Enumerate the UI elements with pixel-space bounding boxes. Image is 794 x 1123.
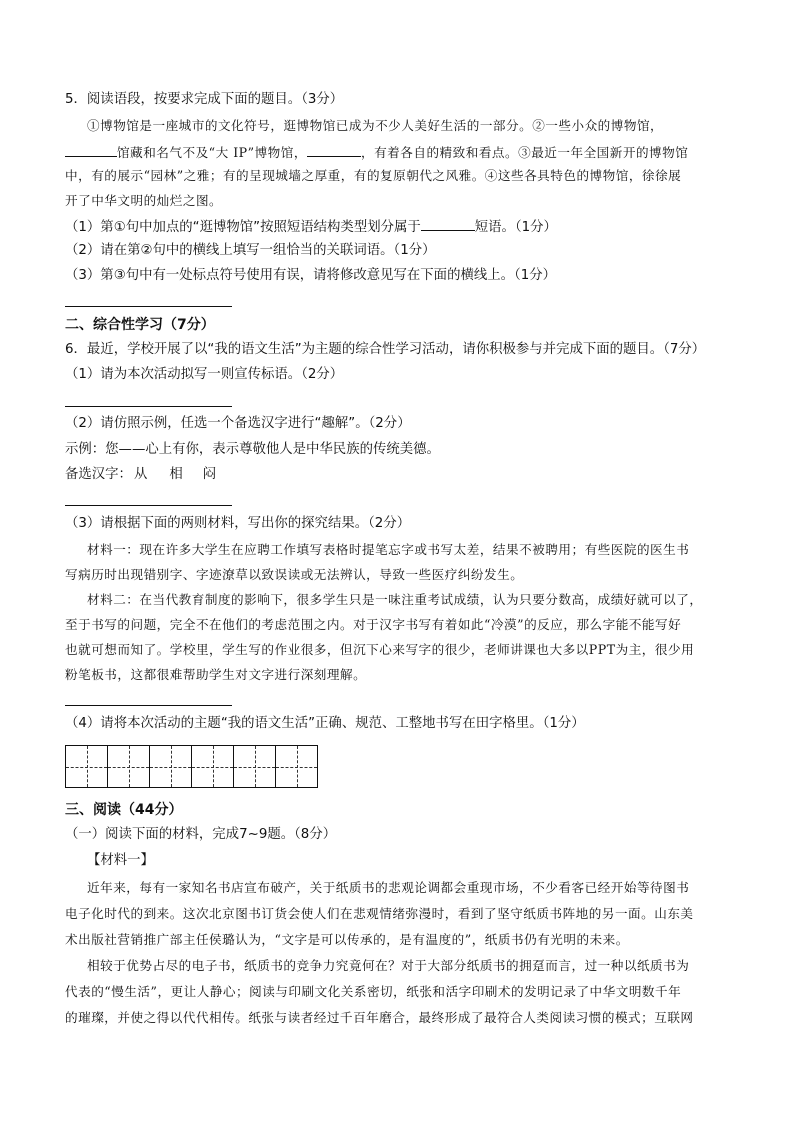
q5-sub1-tail: 短语。（1分） — [474, 220, 557, 235]
q6-sub1: （1）请为本次活动拟写一则宣传标语。（2分） — [65, 367, 344, 382]
answer-line[interactable] — [65, 705, 232, 706]
option-char: 从 — [133, 467, 148, 482]
material2-line3: 也就可想而知了。学校里，学生写的作业很多，但沉下心来写字的很少，老师讲课也大多以PPT为主，很少用 — [65, 642, 695, 657]
q5-stem: 5．阅读语段，按要求完成下面的题目。（3分） — [65, 92, 344, 107]
answer-blank[interactable] — [421, 217, 475, 231]
article-p1-line3: 术出版社营销推广部主任侯璐认为，“文字是可以传承的，是有温度的”，纸质书仍有光明的未来。 — [65, 932, 629, 947]
q6-sub3: （3）请根据下面的两则材料，写出你的探究结果。（2分） — [65, 516, 411, 531]
q5-sub3: （3）第③句中有一处标点符号使用有误，请将修改意见写在下面的横线上。（1分） — [65, 268, 557, 283]
grid-cell[interactable] — [191, 745, 234, 788]
answer-line[interactable] — [65, 505, 232, 506]
section3-heading: 三、阅读（44分） — [65, 802, 183, 818]
q5-passage-line2b: ，有着各自的精致和看点。③最近一年全国新开的博物馆 — [360, 145, 689, 160]
grid-cell[interactable] — [233, 745, 276, 788]
q6-sub2: （2）请仿照示例，任选一个备选汉字进行“趣解”。（2分） — [65, 416, 411, 431]
article-p1-line1: 近年来，每有一家知名书店宣布破产，关于纸质书的悲观论调都会重现市场，不少看客已经开始等待图书 — [87, 880, 690, 895]
material2-line1: 材料二：在当代教育制度的影响下，很多学生只是一味注重考试成绩，认为只要分数高，成绩好就可以了， — [87, 592, 703, 607]
q5-sub1 — [65, 217, 557, 237]
q6-options — [65, 466, 216, 484]
material2-line2: 至于书写的问题，完全不在他们的考虑范围之内。对于汉字书写有着如此“冷漠”的反应，那么字能不能写好 — [65, 617, 682, 632]
grid-cell[interactable] — [65, 745, 108, 788]
q5-sub2: （2）请在第②句中的横线上填写一组恰当的关联词语。（1分） — [65, 243, 436, 258]
grid-cell[interactable] — [149, 745, 192, 788]
q5-passage-line3: 中，有的展示“园林”之雅；有的呈现城墙之厚重，有的复原朝代之风雅。④这些各具特色的博物馆，徐徐展 — [65, 168, 682, 183]
q5-passage-line2a: 馆藏和名气不及“大 IP”博物馆， — [117, 145, 307, 160]
q5-sub1-text: （1）第①句中加点的“逛博物馆”按照短语结构类型划分属于 — [65, 220, 421, 235]
material2-line4: 粉笔板书，这都很难帮助学生对文字进行深刻理解。 — [65, 667, 367, 682]
option-char: 相 — [169, 467, 183, 482]
tianzige-grid[interactable] — [65, 745, 317, 788]
answer-blank[interactable] — [307, 143, 361, 157]
grid-cell[interactable] — [107, 745, 150, 788]
material1-line2: 写病历时出现错别字、字迹潦草以致误读或无法辨认，导致一些医疗纠纷发生。 — [65, 567, 524, 582]
q6-example: 示例：您——心上有你，表示尊敬他人是中华民族的传统美德。 — [65, 442, 440, 457]
article-p2-line1: 相较于优势占尽的电子书，纸质书的竞争力究竟何在？对于大部分纸质书的拥趸而言，过一种以纸质书为 — [87, 958, 690, 973]
grid-cell[interactable] — [275, 745, 318, 788]
q5-passage-line2 — [65, 143, 688, 162]
material-title: 【材料一】 — [87, 853, 154, 868]
options-label: 备选汉字： — [65, 467, 132, 482]
article-p2-line3: 的璀璨，并使之得以代代相传。纸张与读者经过千百年磨合，最终形成了最符合人类阅读习惯的模式；互联网 — [65, 1010, 694, 1025]
q5-passage-line1: ①博物馆是一座城市的文化符号，逛博物馆已成为不少人美好生活的一部分。②一些小众的博物馆， — [87, 118, 664, 133]
article-p2-line2: 代表的“慢生活”，更让人静心；阅读与印刷文化关系密切，纸张和活字印刷术的发明记录了中华文明数千年 — [65, 984, 682, 999]
answer-line[interactable] — [65, 306, 232, 307]
reading-part1: （一）阅读下面的材料，完成7~9题。（8分） — [65, 827, 337, 842]
q5-passage-line4: 开了中华文明的灿烂之图。 — [65, 193, 223, 208]
answer-line[interactable] — [65, 406, 232, 407]
answer-blank[interactable] — [65, 143, 117, 157]
option-char: 闷 — [202, 467, 217, 482]
q6-sub4: （4）请将本次活动的主题“我的语文生活”正确、规范、工整地书写在田字格里。（1分） — [65, 716, 585, 731]
article-p1-line2: 电子化时代的到来。这次北京图书订货会使人们在悲观情绪弥漫时，看到了坚守纸质书阵地的另一面。山东美 — [65, 906, 694, 921]
material1-line1: 材料一：现在许多大学生在应聘工作填写表格时提笔忘字或书写太差，结果不被聘用；有些医院的医生书 — [87, 542, 690, 557]
q6-stem: 6．最近，学校开展了以“我的语文生活”为主题的综合性学习活动，请你积极参与并完成下面的题目。（7分） — [65, 342, 706, 357]
section2-heading: 二、综合性学习（7分） — [65, 317, 215, 333]
